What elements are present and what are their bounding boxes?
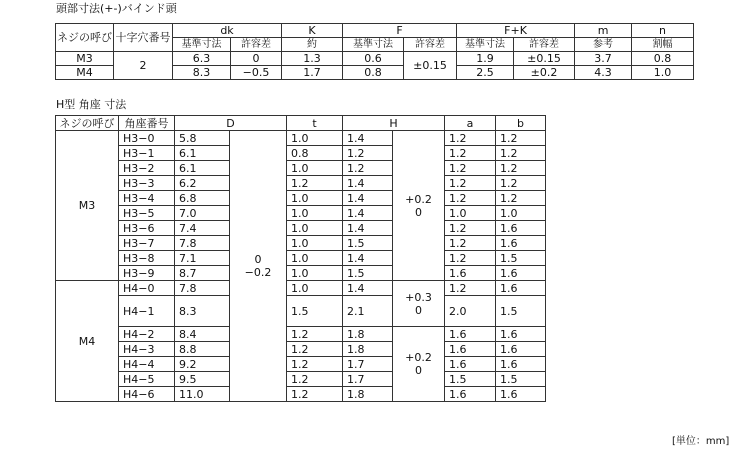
cell-h-tolerance: [393, 281, 445, 327]
cell-seat-no: H3−6: [119, 221, 175, 236]
header-fk-nominal: 基準寸法: [457, 38, 514, 52]
cell-seat-no: H3−5: [119, 206, 175, 221]
cell-b: 1.5: [496, 296, 546, 327]
cell-t: 1.2: [287, 176, 343, 191]
header-b: b: [496, 116, 546, 131]
cell-t: 1.0: [287, 236, 343, 251]
header-thread: ネジの呼び: [56, 24, 114, 52]
cell-seat-no: H3−7: [119, 236, 175, 251]
cell-t: 1.0: [287, 206, 343, 221]
cell-a: 1.2: [445, 146, 496, 161]
cell-t: 0.8: [287, 146, 343, 161]
h-tolerance-lower: 0: [415, 205, 423, 219]
head-dimensions-title: 頭部寸法(+-)バインド頭: [56, 2, 177, 15]
cell-b: 1.6: [496, 327, 546, 342]
header-a: a: [445, 116, 496, 131]
cell-a: 1.2: [445, 221, 496, 236]
cell-b: 1.6: [496, 236, 546, 251]
cell-d: 6.1: [175, 161, 230, 176]
cell-d: 8.8: [175, 342, 230, 357]
cell-d: 7.4: [175, 221, 230, 236]
cell-h: 1.5: [343, 236, 393, 251]
header-m-reference: 参考: [575, 38, 632, 52]
cell-b: 1.0: [496, 206, 546, 221]
header-h: H: [343, 116, 445, 131]
header-n-split: 割幅: [632, 38, 694, 52]
cell-d: 7.8: [175, 281, 230, 296]
cell-t: 1.0: [287, 131, 343, 146]
cell-t: 1.0: [287, 191, 343, 206]
cell-h: 1.4: [343, 131, 393, 146]
cell-a: 1.2: [445, 131, 496, 146]
cell-t: 1.0: [287, 221, 343, 236]
table-row: [56, 357, 546, 372]
cell-dk: 8.3: [173, 66, 231, 80]
cell-h: 1.4: [343, 191, 393, 206]
table-row: [56, 342, 546, 357]
header-k-approx: 約: [282, 38, 343, 52]
cell-h: 1.7: [343, 372, 393, 387]
cell-a: 1.6: [445, 357, 496, 372]
cell-t: 1.2: [287, 342, 343, 357]
table-row: [56, 176, 546, 191]
cell-d: 6.8: [175, 191, 230, 206]
table-row: [56, 327, 546, 342]
d-tolerance-upper: 0: [254, 253, 262, 266]
cell-d: 7.0: [175, 206, 230, 221]
cell-seat-no: H3−9: [119, 266, 175, 281]
cell-t: 1.0: [287, 281, 343, 296]
cell-k: 1.3: [282, 52, 343, 66]
cell-a: 1.5: [445, 372, 496, 387]
cell-b: 1.6: [496, 387, 546, 402]
header-dk-nominal: 基準寸法: [173, 38, 231, 52]
h-tolerance-lower: 0: [415, 364, 423, 377]
header-dk-tolerance: 許容差: [231, 38, 282, 52]
cell-t: 1.2: [287, 327, 343, 342]
cell-a: 1.6: [445, 387, 496, 402]
table-row: [56, 146, 546, 161]
table-row: [56, 161, 546, 176]
cell-seat-no: H3−4: [119, 191, 175, 206]
cell-a: 1.6: [445, 266, 496, 281]
header-fk-tolerance: 許容差: [514, 38, 575, 52]
cell-seat-no: H3−1: [119, 146, 175, 161]
header-fk: F+K: [457, 24, 575, 38]
cell-d: 7.8: [175, 236, 230, 251]
cell-a: 1.0: [445, 206, 496, 221]
cell-dk-tol: −0.5: [231, 66, 282, 80]
header-f-tolerance: 許容差: [404, 38, 457, 52]
header-k: K: [282, 24, 343, 38]
cell-d: 9.2: [175, 357, 230, 372]
cell-a: 1.2: [445, 236, 496, 251]
header-f: F: [343, 24, 457, 38]
cell-seat-no: H4−1: [119, 296, 175, 327]
cell-seat-no: H4−4: [119, 357, 175, 372]
cell-seat-no: H4−3: [119, 342, 175, 357]
unit-note: [単位：mm]: [672, 436, 730, 447]
cell-a: 1.6: [445, 327, 496, 342]
table-row: [56, 236, 546, 251]
h-tolerance-upper: +0.2: [405, 192, 432, 206]
h-tolerance-upper: +0.3: [405, 290, 432, 304]
cell-a: 1.2: [445, 281, 496, 296]
cell-h: 1.2: [343, 161, 393, 176]
cell-t: 1.2: [287, 372, 343, 387]
cell-h: 1.8: [343, 327, 393, 342]
cell-thread: M3: [56, 131, 119, 281]
header-cross-no: 十字穴番号: [114, 24, 173, 52]
cell-h: 1.7: [343, 357, 393, 372]
table-row: [56, 206, 546, 221]
header-n: n: [632, 24, 694, 38]
cell-d: 6.1: [175, 146, 230, 161]
header-m: m: [575, 24, 632, 38]
cell-n: 1.0: [632, 66, 694, 80]
h-tolerance-upper: +0.2: [405, 351, 432, 364]
cell-m: 4.3: [575, 66, 632, 80]
table-row: [56, 281, 546, 296]
cell-h: 1.4: [343, 251, 393, 266]
head-dimensions-table: [55, 23, 694, 80]
cell-seat-no: H3−8: [119, 251, 175, 266]
cell-b: 1.2: [496, 176, 546, 191]
cell-h: 1.5: [343, 266, 393, 281]
header-seat-no: 角座番号: [119, 116, 175, 131]
cell-m: 3.7: [575, 52, 632, 66]
cell-fk-tol: ±0.2: [514, 66, 575, 80]
cell-d: 9.5: [175, 372, 230, 387]
cell-t: 1.2: [287, 357, 343, 372]
cell-n: 0.8: [632, 52, 694, 66]
cell-seat-no: H3−2: [119, 161, 175, 176]
table-row: [56, 191, 546, 206]
cell-b: 1.2: [496, 191, 546, 206]
table-row: [56, 372, 546, 387]
table-row: [56, 296, 546, 327]
cell-t: 1.0: [287, 161, 343, 176]
cell-b: 1.6: [496, 342, 546, 357]
cell-f-tol: ±0.15: [404, 52, 457, 80]
cell-b: 1.6: [496, 221, 546, 236]
cell-a: 1.2: [445, 176, 496, 191]
table-row: [56, 52, 694, 66]
cell-b: 1.5: [496, 372, 546, 387]
cell-h: 1.4: [343, 206, 393, 221]
cell-t: 1.2: [287, 387, 343, 402]
header-thread: ネジの呼び: [56, 116, 119, 131]
cell-b: 1.6: [496, 281, 546, 296]
cell-a: 1.2: [445, 161, 496, 176]
cell-a: 2.0: [445, 296, 496, 327]
cell-thread: M3: [56, 52, 114, 66]
cell-h: 1.8: [343, 387, 393, 402]
cell-seat-no: H4−6: [119, 387, 175, 402]
cell-h: 1.4: [343, 176, 393, 191]
cell-b: 1.6: [496, 357, 546, 372]
cell-a: 1.2: [445, 251, 496, 266]
cell-b: 1.2: [496, 146, 546, 161]
cell-b: 1.2: [496, 131, 546, 146]
cell-thread: M4: [56, 281, 119, 402]
cell-fk: 1.9: [457, 52, 514, 66]
cell-dk: 6.3: [173, 52, 231, 66]
cell-t: 1.5: [287, 296, 343, 327]
cell-f: 0.8: [343, 66, 404, 80]
cell-b: 1.6: [496, 266, 546, 281]
cell-a: 1.2: [445, 191, 496, 206]
cell-h: 2.1: [343, 296, 393, 327]
cell-h-tolerance: [393, 327, 445, 402]
cell-h: 1.8: [343, 342, 393, 357]
header-d: D: [175, 116, 287, 131]
h-tolerance-lower: 0: [415, 303, 423, 317]
cell-t: 1.0: [287, 251, 343, 266]
cell-seat-no: H4−2: [119, 327, 175, 342]
cell-d: 7.1: [175, 251, 230, 266]
cell-d: 6.2: [175, 176, 230, 191]
cell-b: 1.2: [496, 161, 546, 176]
cell-seat-no: H3−0: [119, 131, 175, 146]
cell-d: 11.0: [175, 387, 230, 402]
table-row: [56, 266, 546, 281]
header-f-nominal: 基準寸法: [343, 38, 404, 52]
cell-d: 8.7: [175, 266, 230, 281]
cell-fk: 2.5: [457, 66, 514, 80]
cell-fk-tol: ±0.15: [514, 52, 575, 66]
cell-t: 1.0: [287, 266, 343, 281]
cell-k: 1.7: [282, 66, 343, 80]
cell-d: 5.8: [175, 131, 230, 146]
cell-d-tolerance: [230, 131, 287, 402]
cell-h: 1.4: [343, 281, 393, 296]
table-row: [56, 387, 546, 402]
cell-dk-tol: 0: [231, 52, 282, 66]
table-row: [56, 221, 546, 236]
cell-b: 1.5: [496, 251, 546, 266]
cell-h-tolerance: [393, 131, 445, 281]
cell-h: 1.2: [343, 146, 393, 161]
header-t: t: [287, 116, 343, 131]
seat-dimensions-title: H型 角座 寸法: [56, 98, 127, 111]
cell-thread: M4: [56, 66, 114, 80]
table-row: [56, 251, 546, 266]
cell-a: 1.6: [445, 342, 496, 357]
cell-seat-no: H3−3: [119, 176, 175, 191]
cell-cross-no: 2: [114, 52, 173, 80]
seat-dimensions-table: [55, 115, 546, 402]
cell-d: 8.4: [175, 327, 230, 342]
cell-d: 8.3: [175, 296, 230, 327]
cell-seat-no: H4−0: [119, 281, 175, 296]
d-tolerance-lower: −0.2: [244, 266, 272, 279]
cell-f: 0.6: [343, 52, 404, 66]
header-dk: dk: [173, 24, 282, 38]
cell-seat-no: H4−5: [119, 372, 175, 387]
table-row: [56, 131, 546, 146]
cell-h: 1.4: [343, 221, 393, 236]
